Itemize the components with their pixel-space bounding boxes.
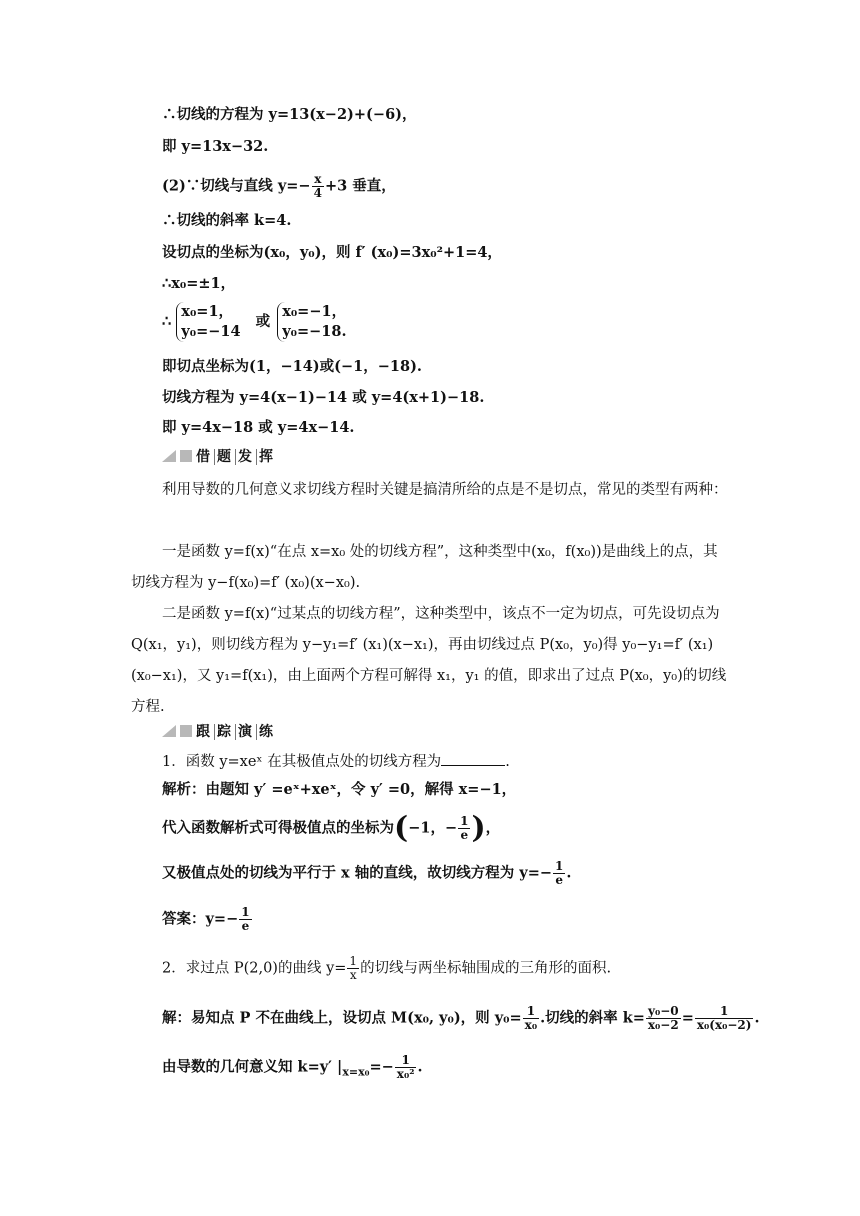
question-end: . [505,754,510,770]
solution-text: . [754,1009,760,1027]
section-title [196,721,279,741]
solution-text: 又极值点处的切线为平行于 x 轴的直线，故切线方程为 y=− [162,864,553,882]
solution-line [162,860,571,887]
bar-icon [180,725,192,737]
section-heading [162,721,279,741]
equation-system [277,302,346,342]
bar-icon [180,450,192,462]
fraction-numerator: 1 [460,814,469,828]
paragraph: 一是函数 y=f(x)“在点 x=x₀ 处的切线方程”，这种类型中(x₀，f(x₀))是曲线上的点，其切线方程为 y−f(x₀)=f′ (x₀)(x−x₀). [131,544,718,591]
title-char: 挥 [259,449,275,465]
title-char: 练 [259,724,275,740]
paren-close: ) [471,810,486,846]
title-char: 演 [238,724,257,740]
fraction-numerator: 1 [395,1054,417,1068]
system-row: x₀=−1， [282,303,347,320]
therefore-symbol: ∴ [162,313,172,330]
paren-open: ( [394,810,409,846]
question-1 [162,751,510,772]
title-char: 题 [217,449,236,465]
fraction-denominator: x₀(x₀−2) [696,1018,752,1032]
title-char: 借 [196,449,215,465]
fraction [553,860,565,887]
text-line: 即切点坐标为(1，−14)或(−1，−18). [162,358,422,375]
fraction [523,1005,539,1032]
fraction-denominator: e [460,828,469,842]
text-line: 切线方程为 y=4(x−1)−14 或 y=4(x+1)−18. [162,389,485,406]
fraction-denominator: e [241,919,250,933]
system-row: y₀=−14 [181,323,241,340]
answer-text: y=− [205,910,239,928]
question-text: 的切线与两坐标轴围成的三角形的面积. [360,960,612,977]
answer-line [162,906,253,933]
solution-label: 解： [162,1010,191,1027]
solution-line [162,1005,760,1032]
text-line: 即 y=4x−18 或 y=4x−14. [162,419,355,436]
solution-text: −1，− [408,819,458,837]
system-row: x₀=1， [181,303,234,320]
answer-blank [441,751,505,766]
solution-text: =− [369,1058,394,1076]
question-text: 1．函数 y=xeˣ 在其极值点处的切线方程为 [162,754,442,770]
text-line: ∴切线的斜率 k=4. [162,212,292,229]
section-title [196,446,279,466]
solution-text: 代入函数解析式可得极值点的坐标为 [162,819,394,837]
solution-text: . [417,1058,423,1076]
text-line: 设切点的坐标为(x₀，y₀)，则 f′ (x₀)=3x₀²+1=4， [162,244,502,261]
solution-line [162,780,516,800]
fraction-numerator: 1 [349,954,358,968]
fraction-numerator: y₀−0 [646,1005,681,1019]
equation-system-line [162,302,347,342]
fraction-numerator: 1 [695,1005,754,1019]
fraction-numerator: 1 [241,905,250,919]
text-line: ∴x₀=±1， [162,275,236,292]
solution-text: . [566,864,572,882]
solution-text: 由题知 y′ =eˣ+xeˣ，令 y′ =0，解得 x=−1， [205,781,517,798]
triangle-icon [162,725,176,737]
text-line: 即 y=13x−32. [162,138,269,155]
paragraph: 利用导数的几何意义求切线方程时关键是搞清所给的点是不是切点，常见的类型有两种： [162,482,728,498]
paragraph: 二是函数 y=f(x)“过某点的切线方程”，这种类型中，该点不一定为切点，可先设切点为 Q(x₁，y₁)，则切线方程为 y−y₁=f′ (x₁)(x−x₁)，再由切线过点 P(x₀，y₀)得 y₀−y₁=f′ (x₁)(x₀−x₁)，又 y₁=f(x₁)，由上面两个方程可解得 x₁，y₁ 的值，即求出了过点 P(x₀，y₀)的切线方程. [131,606,727,715]
fraction-numerator: 1 [523,1005,539,1019]
text-line: ∴切线的方程为 y=13(x−2)+(−6)， [162,106,417,123]
title-char: 踪 [217,724,236,740]
fraction [458,815,470,842]
fraction-denominator: e [555,873,564,887]
text-fragment: +3 垂直， [324,177,396,195]
fraction-denominator: x₀−2 [647,1018,679,1032]
title-char: 跟 [196,724,215,740]
answer-label: 答案： [162,911,206,928]
fraction-denominator: x₀² [396,1067,415,1081]
solution-text: 由导数的几何意义知 k=y′ | [162,1058,343,1076]
text-fragment: (2)∵切线与直线 y=− [162,177,311,195]
solution-text: = [681,1009,694,1027]
question-text: 2．求过点 P(2,0)的曲线 y= [162,960,347,977]
or-text: 或 [255,313,271,330]
subscript: x=x₀ [342,1065,370,1079]
solution-label: 解析： [162,782,206,798]
fraction [646,1005,681,1032]
system-row: y₀=−18. [282,323,347,340]
fraction-denominator: x [349,968,357,982]
fraction [347,955,359,982]
fraction [395,1054,417,1081]
fraction [695,1005,754,1032]
fraction-denominator: x₀ [524,1018,538,1032]
title-char: 发 [238,449,257,465]
section-heading [162,446,279,466]
solution-text: .切线的斜率 k= [540,1009,645,1027]
fraction [239,906,251,933]
equation-system [176,302,240,342]
fraction-numerator: 1 [555,859,564,873]
solution-line: 代入函数解析式可得极值点的坐标为(−1，− $\frac{1}{e}$ )， [162,810,501,846]
fraction-numerator: x [312,173,324,187]
solution-line [162,1054,423,1082]
fraction [312,173,324,200]
solution-text: 易知点 P 不在曲线上，设切点 M(x₀, y₀)，则 y₀= [191,1009,522,1027]
text-line [162,173,396,200]
triangle-icon [162,450,176,462]
question-2 [162,955,611,982]
fraction-denominator: 4 [313,186,322,200]
